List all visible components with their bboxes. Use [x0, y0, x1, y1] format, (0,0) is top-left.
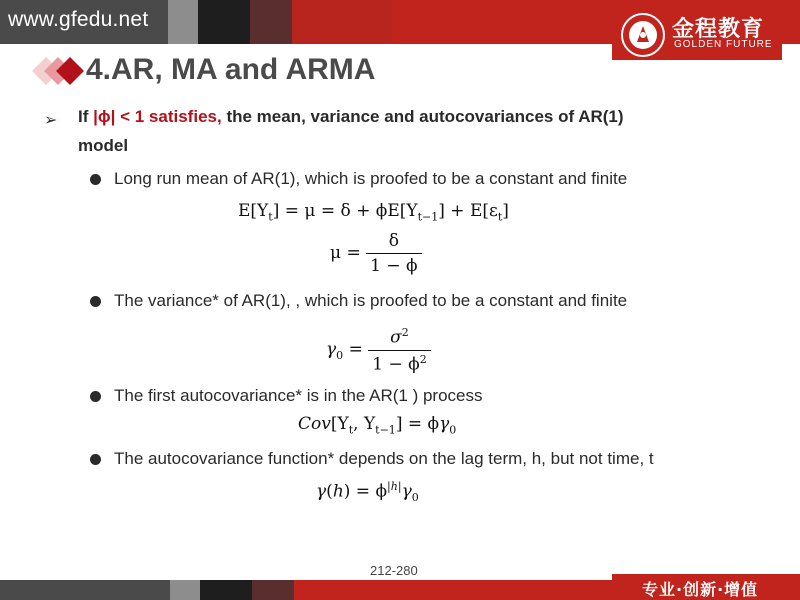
bullet-dot-icon	[90, 454, 101, 465]
bullet-dot-icon	[90, 174, 101, 185]
equation-mean-expansion: $E[Y_t] = \mu = \delta + \phi E[Y_{t-1}] + E[\varepsilon_t]$	[238, 201, 509, 224]
site-url: www.gfedu.net	[8, 8, 149, 31]
slide-title: 4.AR, MA and ARMA	[86, 53, 376, 86]
intro-condition: |ϕ| < 1 satisfies,	[93, 107, 222, 126]
bullet-variance: The variance* of AR(1), , which is proofed to be a constant and finite	[114, 291, 628, 310]
mean-numerator: δ	[366, 231, 421, 254]
logo-chinese-text: 金程教育	[672, 17, 765, 42]
logo-english-text: GOLDEN FUTURE	[674, 39, 773, 50]
equation-mean-fraction	[330, 231, 422, 276]
intro-line-1	[78, 107, 624, 127]
header-brown-block	[250, 0, 292, 44]
header-grey-block	[168, 0, 198, 44]
footer-bar	[0, 580, 612, 600]
logo-emblem-icon	[620, 12, 666, 58]
variance-denominator: $1 - \phi^2$	[372, 352, 427, 375]
bullet-autocov-function: The autocovariance function* depends on the lag term, h, but not time, t	[114, 449, 654, 468]
footer-red-block	[294, 580, 612, 600]
arrow-bullet-icon: ➢	[44, 112, 58, 129]
equation-autocov-first: $Cov[Y_t$, $Y_{t-1}] = \phi\gamma_0$	[298, 414, 457, 437]
mean-fraction	[366, 231, 421, 276]
footer-grey-block	[170, 580, 200, 600]
bullet-autocov-first: The first autocovariance* is in the AR(1 ) process	[114, 386, 483, 405]
bullet-dot-icon	[90, 296, 101, 307]
page-number: 212-280	[370, 563, 418, 578]
intro-rest: the mean, variance and autocovariances of AR(1)	[226, 107, 624, 126]
footer-dark-block	[0, 580, 170, 600]
mean-lhs: μ =	[330, 243, 361, 263]
equation-autocov-function: $\gamma(h) = \phi^{|h|}\gamma_0$	[316, 480, 419, 505]
equation-variance: $\gamma_0$ = $\frac{\sigma^2}{1 - \phi^2}$	[326, 326, 431, 374]
variance-numerator: $\sigma^2$	[368, 326, 430, 351]
brand-logo	[612, 8, 782, 60]
footer-brown-block	[252, 580, 294, 600]
header-black-block	[198, 0, 250, 44]
intro-if: If	[78, 107, 89, 126]
bullet-mean: Long run mean of AR(1), which is proofed to be a constant and finite	[114, 169, 628, 188]
footer-black-block	[200, 580, 252, 600]
header-red-block	[292, 0, 392, 44]
intro-line-2: model	[78, 136, 129, 155]
footer-slogan: 专业·创新·增值	[642, 580, 759, 599]
mean-denominator: 1 − ϕ	[370, 256, 418, 276]
bullet-dot-icon	[90, 391, 101, 402]
footer-slogan-box	[612, 574, 800, 600]
variance-fraction	[368, 326, 430, 374]
title-diamonds-icon	[18, 52, 88, 90]
